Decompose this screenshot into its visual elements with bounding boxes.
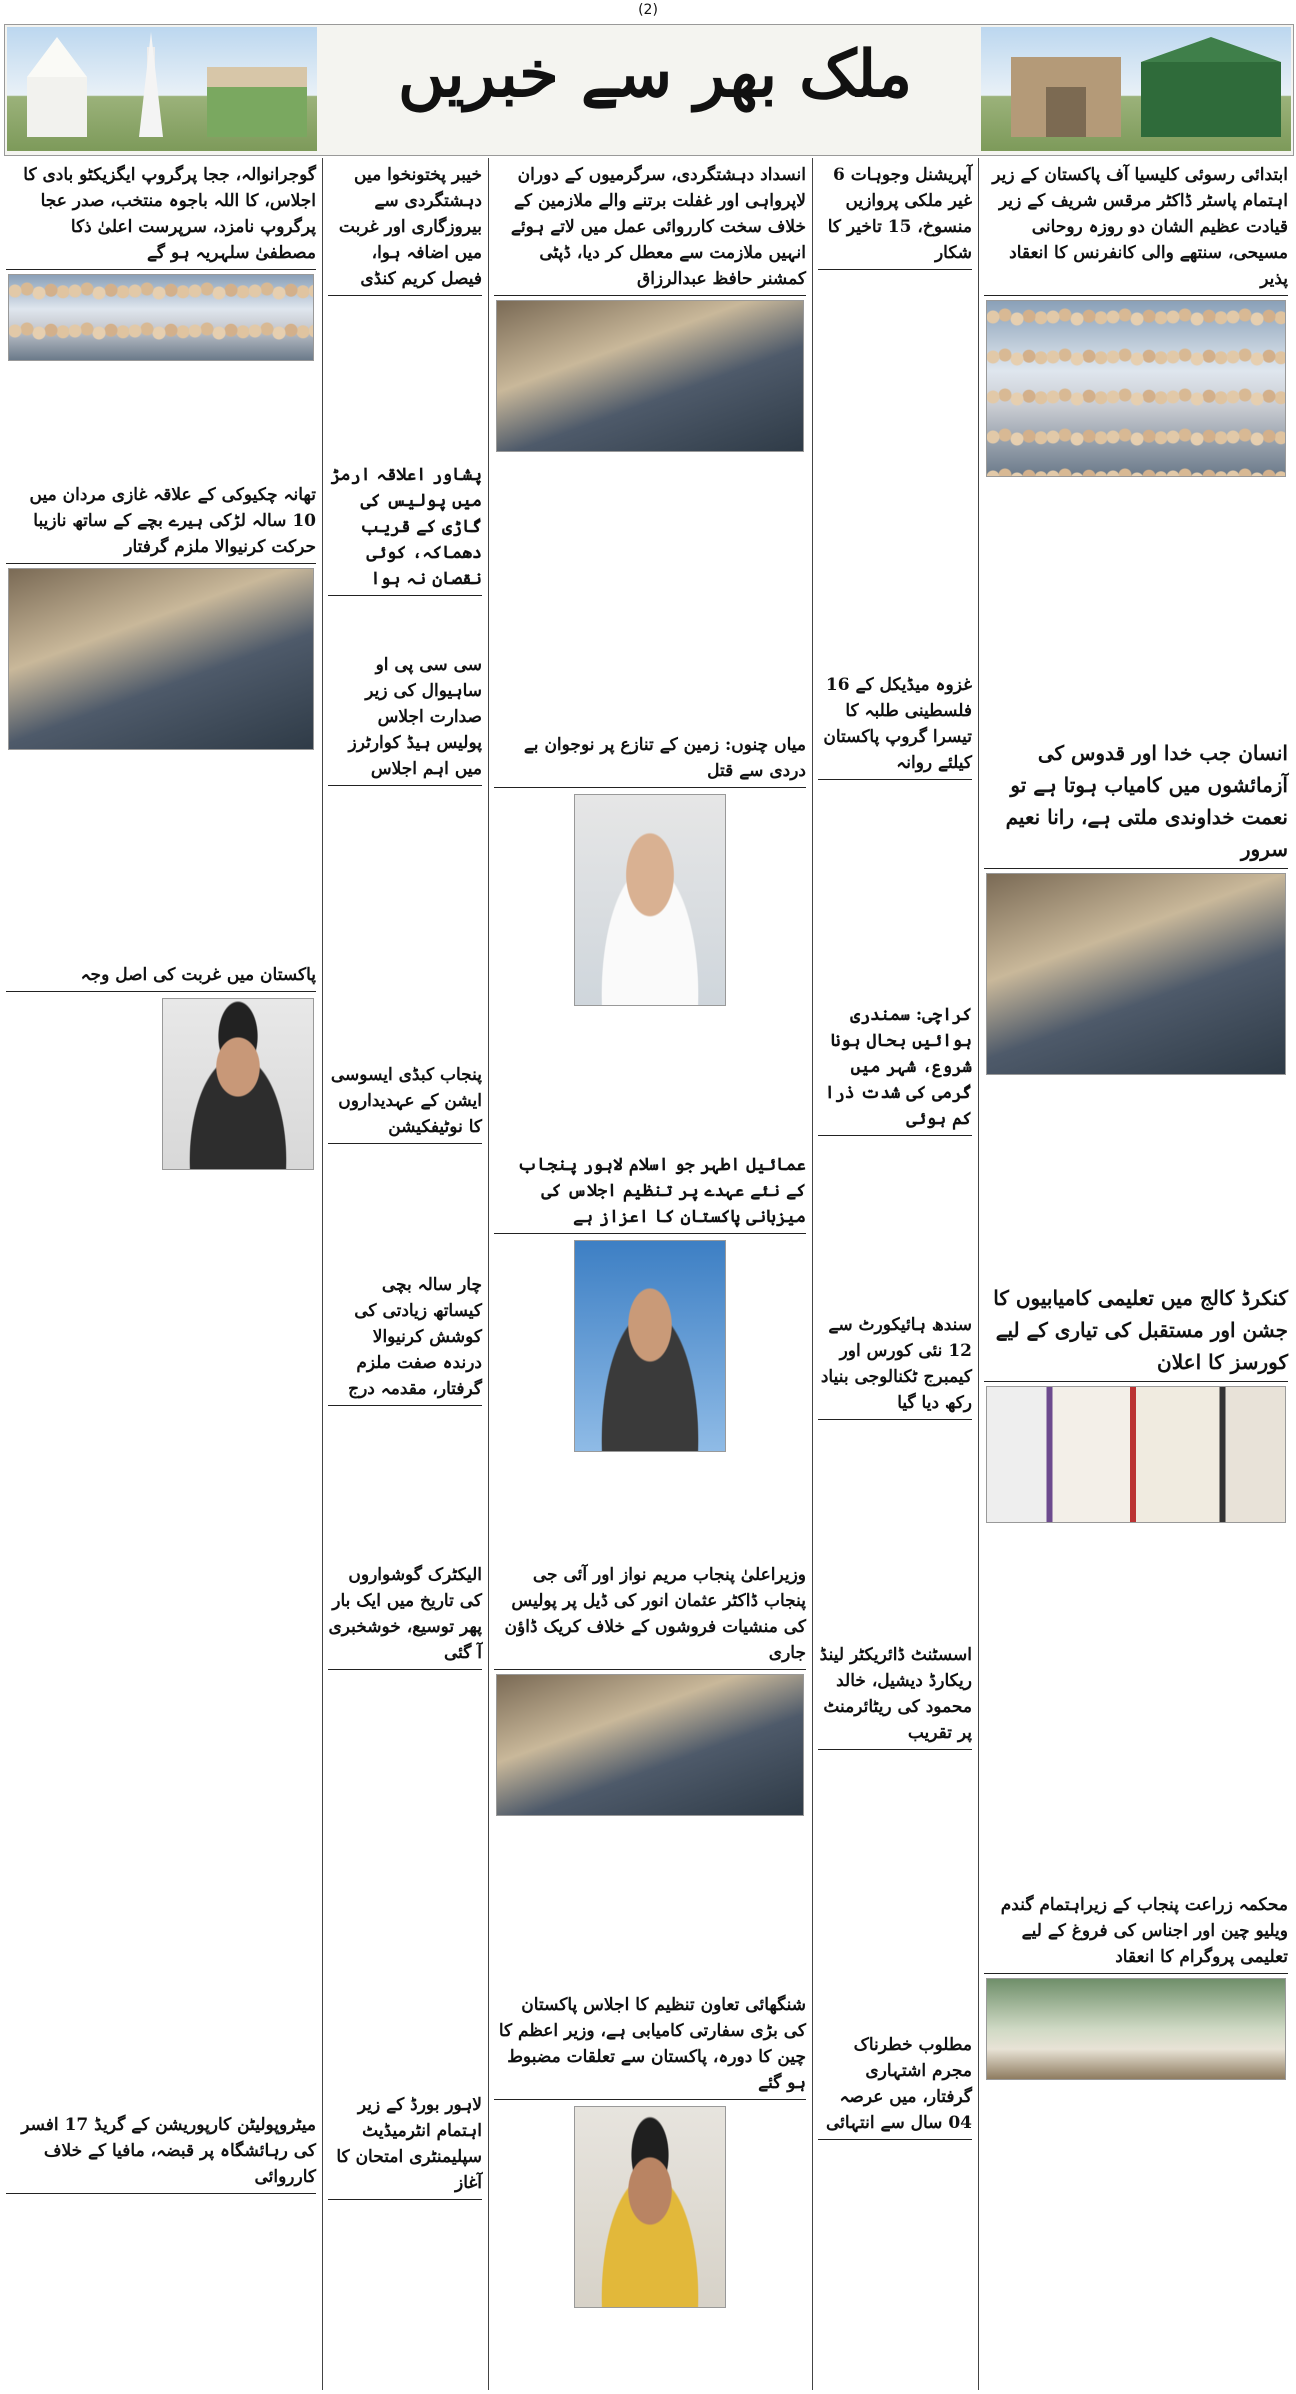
photo-group-meeting [8,274,314,361]
article-c3c [490,1150,810,1550]
article-c3b [490,730,810,1140]
article-c1b [980,735,1292,1275]
monument-illustration [7,27,317,151]
headline: کنکرڈ کالج میں تعلیمی کامیابیوں کا جشن اور مستقبل کی تیاری کے لیے کورسز کا اعلان [984,1282,1288,1382]
article-c2d [814,1310,976,1630]
headline: سی سی پی او ساہیوال کی زیر صدارت اجلاس پولیس ہیڈ کوارٹرز میں اہم اجلاس [328,652,482,786]
photo-garland-ceremony [986,873,1286,1075]
headline: مطلوب خطرناک مجرم اشتہاری گرفتار، میں عرصہ 04 سال سے انتہائی [818,2032,972,2140]
photo-conference-crowd [986,300,1286,477]
article-c3e [490,1990,810,2390]
photo-portrait-man-mustache [574,2106,726,2308]
headline: وزیراعلیٰ پنجاب مریم نواز اور آئی جی پنجاب ڈاکٹر عثمان انور کی ڈیل پر پولیس کی منشیات فروشوں کے خلاف کریک ڈاؤن جاری [494,1562,806,1670]
article-c5b [2,480,320,950]
article-c1c [980,1280,1292,1880]
headline: تھانہ چکیوکی کے علاقہ غازی مردان میں 10 سالہ لڑکی ہیرے بچے کے ساتھ نازیبا حرکت کرنیوالا ملزم گرفتار [6,482,316,564]
article-c4c [324,650,486,1050]
gateway-illustration [981,27,1291,151]
article-c2c [814,1000,976,1300]
article-c4a [324,160,486,450]
headline: غزوہ میڈیکل کے 16 فلسطینی طلبہ کا تیسرا گروپ پاکستان کیلئے روانہ [818,672,972,780]
column-rule [322,158,323,2390]
banner-title: ملک بھر سے خبریں [397,37,913,112]
article-c3a [490,160,810,720]
headline: پاکستان میں غربت کی اصل وجہ [6,962,316,992]
column-rule [812,158,813,2390]
article-c5c [2,960,320,1960]
banner-photo-monuments [7,27,317,151]
article-c4g [324,2090,486,2390]
article-c4e [324,1270,486,1550]
headline: پشاور اعلاقہ ارمڑ میں پولیس کی گاڑی کے قریب دھماکہ، کوئی نقصان نہ ہوا [328,462,482,596]
article-c4f [324,1560,486,2080]
masthead-banner [4,24,1294,156]
photo-portrait-official [574,1240,726,1452]
headline: شنگھائی تعاون تنظیم کا اجلاس پاکستان کی بڑی سفارتی کامیابی ہے، وزیر اعظم کا چین کا دورہ، پاکستان سے تعلقات مضبوط ہو گئے [494,1992,806,2100]
column-rule [978,158,979,2390]
headline: پنجاب کبڈی ایسوسی ایشن کے عہدیداروں کا نوٹیفکیشن [328,1062,482,1144]
article-c2b [814,670,976,990]
photo-author-portrait [162,998,314,1170]
photo-agriculture-event [986,1978,1286,2080]
headline: انسان جب خدا اور قدوس کی آزمائشوں میں کامیاب ہوتا ہے تو نعمت خداوندی ملتی ہے، رانا نعیم سرور [984,737,1288,869]
article-c1a [980,160,1292,730]
headline: میٹروپولیٹن کارپوریشن کے گریڈ 17 افسر کی رہائشگاہ پر قبضہ، مافیا کے خلاف کارروائی [6,2112,316,2194]
article-c3d [490,1560,810,1980]
headline: خیبر پختونخوا میں دہشتگردی سے بیروزگاری اور غربت میں اضافہ ہوا، فیصل کریم کنڈی [328,162,482,296]
headline: عمائیل اطہر جو اسلام لاہور پنجاب کے نئے عہدے پر تنظیم اجلاس کی میزبانی پاکستان کا اعزاز ہے [494,1152,806,1234]
article-c2a [814,160,976,660]
photo-police-suspect [8,568,314,750]
article-c1d [980,1890,1292,2390]
headline: چار سالہ بچی کیساتھ زیادتی کی کوشش کرنیوالا درندہ صفت ملزم گرفتار، مقدمہ درج [328,1272,482,1406]
headline: لاہور بورڈ کے زیر اہتمام انٹرمیڈیٹ سپلیمنٹری امتحان کا آغاز [328,2092,482,2200]
page-number: (2) [638,2,658,18]
headline: کراچی: سمندری ہوائیں بحال ہونا شروع، شہر میں گرمی کی شدت ذرا کم ہوئی [818,1002,972,1136]
headline: سندھ ہائیکورٹ سے 12 نئی کورس اور کیمبرج ٹکنالوجی بنیاد رکھ دیا گیا [818,1312,972,1420]
photo-meeting-room [496,300,804,452]
headline: الیکٹرک گوشواروں کی تاریخ میں ایک بار پھر توسیع، خوشخبری آ گئی [328,1562,482,1670]
headline: ابتدائی رسوئی کلیسیا آف پاکستان کے زیر اہتمام پاسٹر ڈاکٹر مرقس شریف کے زیر قیادت عظیم الشان دو روزہ روحانی مسیحی، سنتھے والی کانفرنس کا انعقاد پذیر [984,162,1288,296]
article-c4b [324,460,486,640]
banner-photo-gateway [981,27,1291,151]
headline: اسسٹنٹ ڈائریکٹر لینڈ ریکارڈ دیشیل، خالد محمود کی ریٹائرمنٹ پر تقریب [818,1642,972,1750]
headline: انسداد دہشتگردی، سرگرمیوں کے دوران لاپرواہی اور غفلت برتنے والے ملازمین کے خلاف سخت کارروائی عمل میں لاتے ہوئے انہیں ملازمت سے معطل کر دیا، ڈپٹی کمشنر حافظ عبدالرزاق [494,162,806,296]
photo-police-arrest [496,1674,804,1816]
headline: میاں چنوں: زمین کے تنازع پر نوجوان بے دردی سے قتل [494,732,806,788]
photo-college-ceremony [986,1386,1286,1523]
photo-portrait-man [574,794,726,1006]
article-c5a [2,160,320,470]
column-rule [488,158,489,2390]
headline: آپریشنل وجوہات 6 غیر ملکی پروازیں منسوخ، 15 تاخیر کا شکار [818,162,972,270]
headline: محکمہ زراعت پنجاب کے زیراہتمام گندم ویلیو چین اور اجناس کی فروغ کے لیے تعلیمی پروگرام کا انعقاد [984,1892,1288,1974]
article-c2e [814,1640,976,2020]
article-c5d [2,2110,320,2390]
headline: گوجرانوالہ، ججا پرگروپ ایگزیکٹو بادی کا اجلاس، کا اللہ باجوہ منتخب، صدر عجا پرگروپ نامزد، سرپرست اعلیٰ ذکا مصطفیٰ سلہریہ ہو گے [6,162,316,270]
article-c2f [814,2030,976,2390]
article-c4d [324,1060,486,1260]
